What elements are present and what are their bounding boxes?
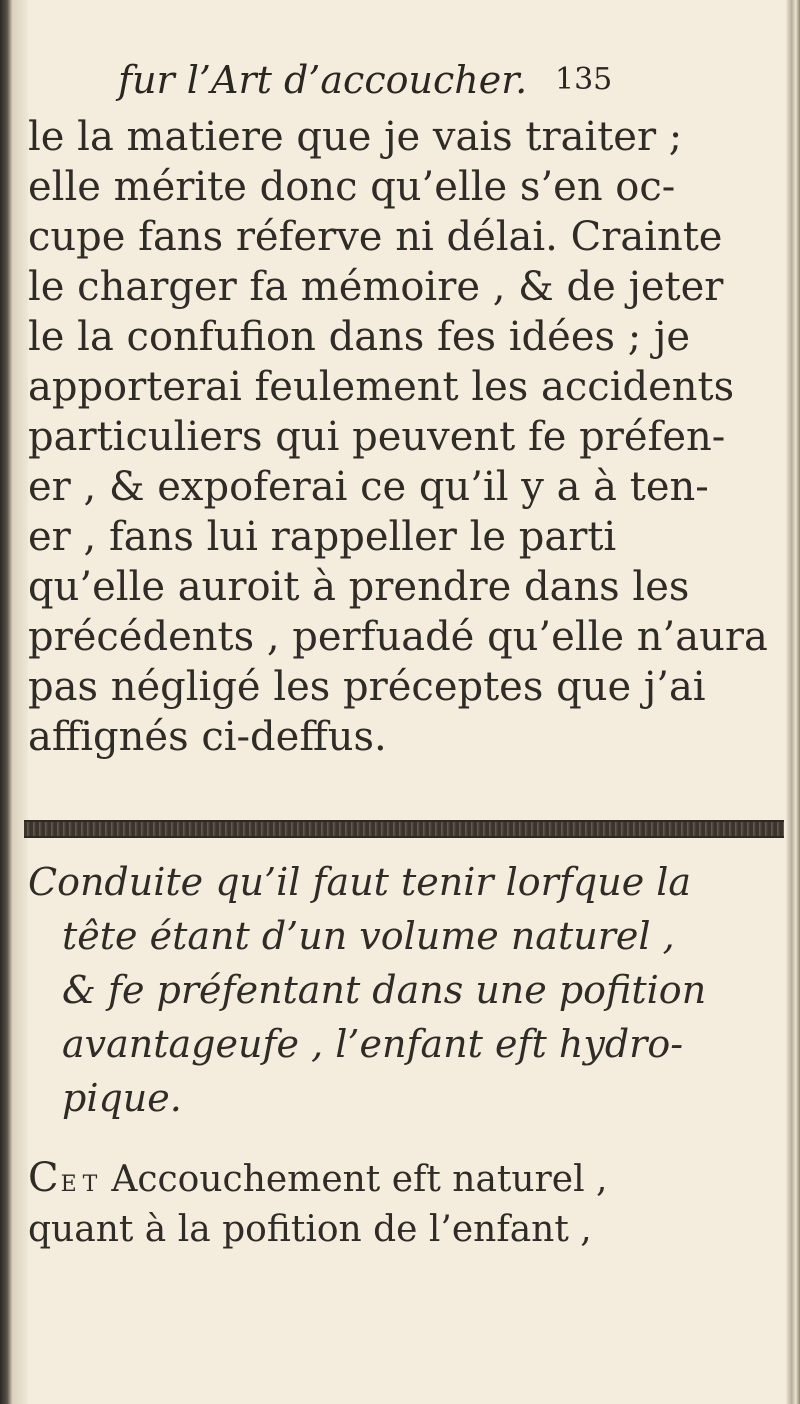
text-line: cupe fans réferve ni délai. Crainte bbox=[28, 214, 723, 260]
text-line: qu’elle auroit à prendre dans les bbox=[28, 564, 690, 610]
section-heading bbox=[28, 855, 788, 1125]
page-number: 135 bbox=[555, 62, 613, 97]
drop-cap: C bbox=[28, 1155, 61, 1201]
gutter-shadow bbox=[12, 0, 28, 1404]
text-line: affignés ci-deffus. bbox=[28, 714, 387, 760]
running-head-title: fur l’Art d’accoucher. bbox=[118, 58, 528, 102]
heading-line: Conduite qu’il faut tenir lorfque la bbox=[28, 860, 692, 904]
text-line: particuliers qui peuvent fe préfen- bbox=[28, 414, 726, 460]
heading-line: & fe préfentant dans une pofition bbox=[62, 968, 707, 1012]
binding-gutter bbox=[0, 0, 12, 1404]
text-line: quant à la pofition de l’enfant , bbox=[28, 1209, 592, 1250]
text-line: apporterai feulement les accidents bbox=[28, 364, 735, 410]
text-line: le charger fa mémoire , & de jeter bbox=[28, 264, 724, 310]
text-line bbox=[28, 1152, 788, 1204]
heading-line: pique. bbox=[62, 1076, 182, 1120]
small-caps-word: ET bbox=[60, 1172, 104, 1197]
text-line: er , fans lui rappeller le parti bbox=[28, 514, 617, 560]
text-line: le la confufion dans fes idées ; je bbox=[28, 314, 691, 360]
text-line: le la matiere que je vais traiter ; bbox=[28, 114, 683, 160]
text-line: elle mérite donc qu’elle s’en oc- bbox=[28, 164, 676, 210]
page-edge bbox=[786, 0, 800, 1404]
body-paragraph bbox=[28, 112, 788, 762]
line-text: Accouchement eft naturel , bbox=[111, 1159, 608, 1200]
text-line: pas négligé les préceptes que j’ai bbox=[28, 664, 706, 710]
heading-line: avantageufe , l’enfant eft hydro- bbox=[62, 1022, 684, 1066]
section-divider-rule bbox=[24, 820, 784, 838]
second-paragraph bbox=[28, 1152, 788, 1256]
heading-line: tête étant d’un volume naturel , bbox=[62, 914, 675, 958]
text-line: er , & expoferai ce qu’il y a à ten- bbox=[28, 464, 709, 510]
text-line: précédents , perfuadé qu’elle n’aura bbox=[28, 614, 768, 660]
